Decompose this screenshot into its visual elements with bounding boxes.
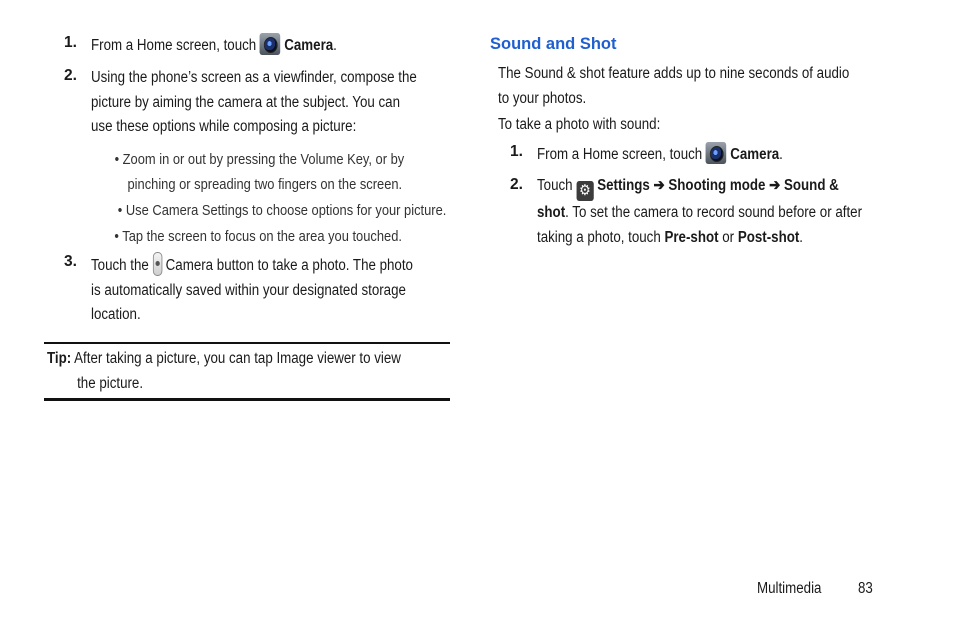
camera-app-label: Camera: [284, 37, 334, 54]
tip-bottom-rule: [44, 398, 450, 401]
period: .: [333, 37, 337, 54]
tip-text: the picture.: [77, 374, 144, 392]
bullet-item: [114, 225, 402, 250]
step-text-pre: From a Home screen, touch: [537, 146, 703, 163]
step-number: 2.: [510, 176, 523, 193]
step-line: taking a photo, touch: [537, 228, 661, 246]
section-heading: Sound and Shot: [490, 35, 617, 53]
step-line: picture by aiming the camera at the subject. You can: [91, 93, 401, 111]
step-number: 1.: [510, 143, 523, 160]
step-text: [537, 174, 862, 250]
step-text: [91, 66, 417, 140]
tip-label: Tip:: [47, 350, 72, 367]
camera-app-icon: [706, 142, 727, 164]
arrow-icon: ➔: [769, 177, 781, 194]
camera-app-label: Camera: [730, 146, 780, 163]
bullet-line: • Zoom in or out by pressing the Volume Key, or by: [114, 151, 405, 168]
camera-shutter-icon: [153, 252, 162, 276]
bullet-item: [115, 148, 405, 197]
step-text: [91, 33, 337, 59]
settings-gear-icon: ⚙: [576, 181, 593, 201]
period: .: [799, 228, 804, 246]
bullet-line: • Use Camera Settings to choose options for your picture.: [117, 202, 447, 219]
step-line: Using the phone’s screen as a viewfinder, compose the: [91, 69, 417, 86]
shot-label: shot: [537, 204, 566, 221]
pre-shot-label: Pre-shot: [664, 228, 719, 246]
camera-app-icon: [260, 33, 281, 55]
step-number: 2.: [64, 67, 77, 84]
step-line: is automatically saved within your designated storage: [91, 281, 406, 299]
intro-paragraph: [498, 62, 849, 111]
post-shot-label: Post-shot: [737, 228, 800, 246]
step-text-pre: From a Home screen, touch: [91, 37, 257, 54]
bullet-line: • Tap the screen to focus on the area you touched.: [114, 228, 402, 245]
arrow-icon: ➔: [653, 177, 665, 194]
step-number: 3.: [64, 253, 77, 270]
intro-line: The Sound & shot feature adds up to nine seconds of audio: [498, 65, 850, 82]
step-text: [91, 252, 413, 328]
step-line: . To set the camera to record sound before or after: [565, 204, 863, 221]
tip-text: After taking a picture, you can tap Image viewer to view: [74, 350, 401, 367]
period: .: [779, 146, 783, 163]
step-text-pre: Touch: [537, 177, 573, 194]
settings-label: Settings: [597, 177, 650, 194]
tip-box: [47, 347, 401, 396]
step-text-pre: Touch the: [91, 257, 149, 274]
step-number: 1.: [64, 34, 77, 51]
step-text: [537, 142, 783, 168]
sound-label: Sound &: [783, 177, 839, 194]
page-number: 83: [858, 580, 873, 597]
step-line: location.: [91, 306, 141, 323]
bullet-line: pinching or spreading two fingers on the screen.: [127, 175, 403, 193]
tip-top-rule: [44, 342, 450, 344]
intro-line: to your photos.: [498, 89, 587, 107]
shooting-mode-label: Shooting mode: [668, 177, 766, 194]
step-text-post: Camera button to take a photo. The photo: [165, 257, 413, 274]
lead-text: To take a photo with sound:: [498, 116, 661, 133]
step-line: use these options while composing a picture:: [91, 118, 357, 135]
or-text: or: [722, 228, 735, 246]
footer-section-label: Multimedia: [757, 580, 822, 597]
bullet-item: [118, 199, 447, 224]
